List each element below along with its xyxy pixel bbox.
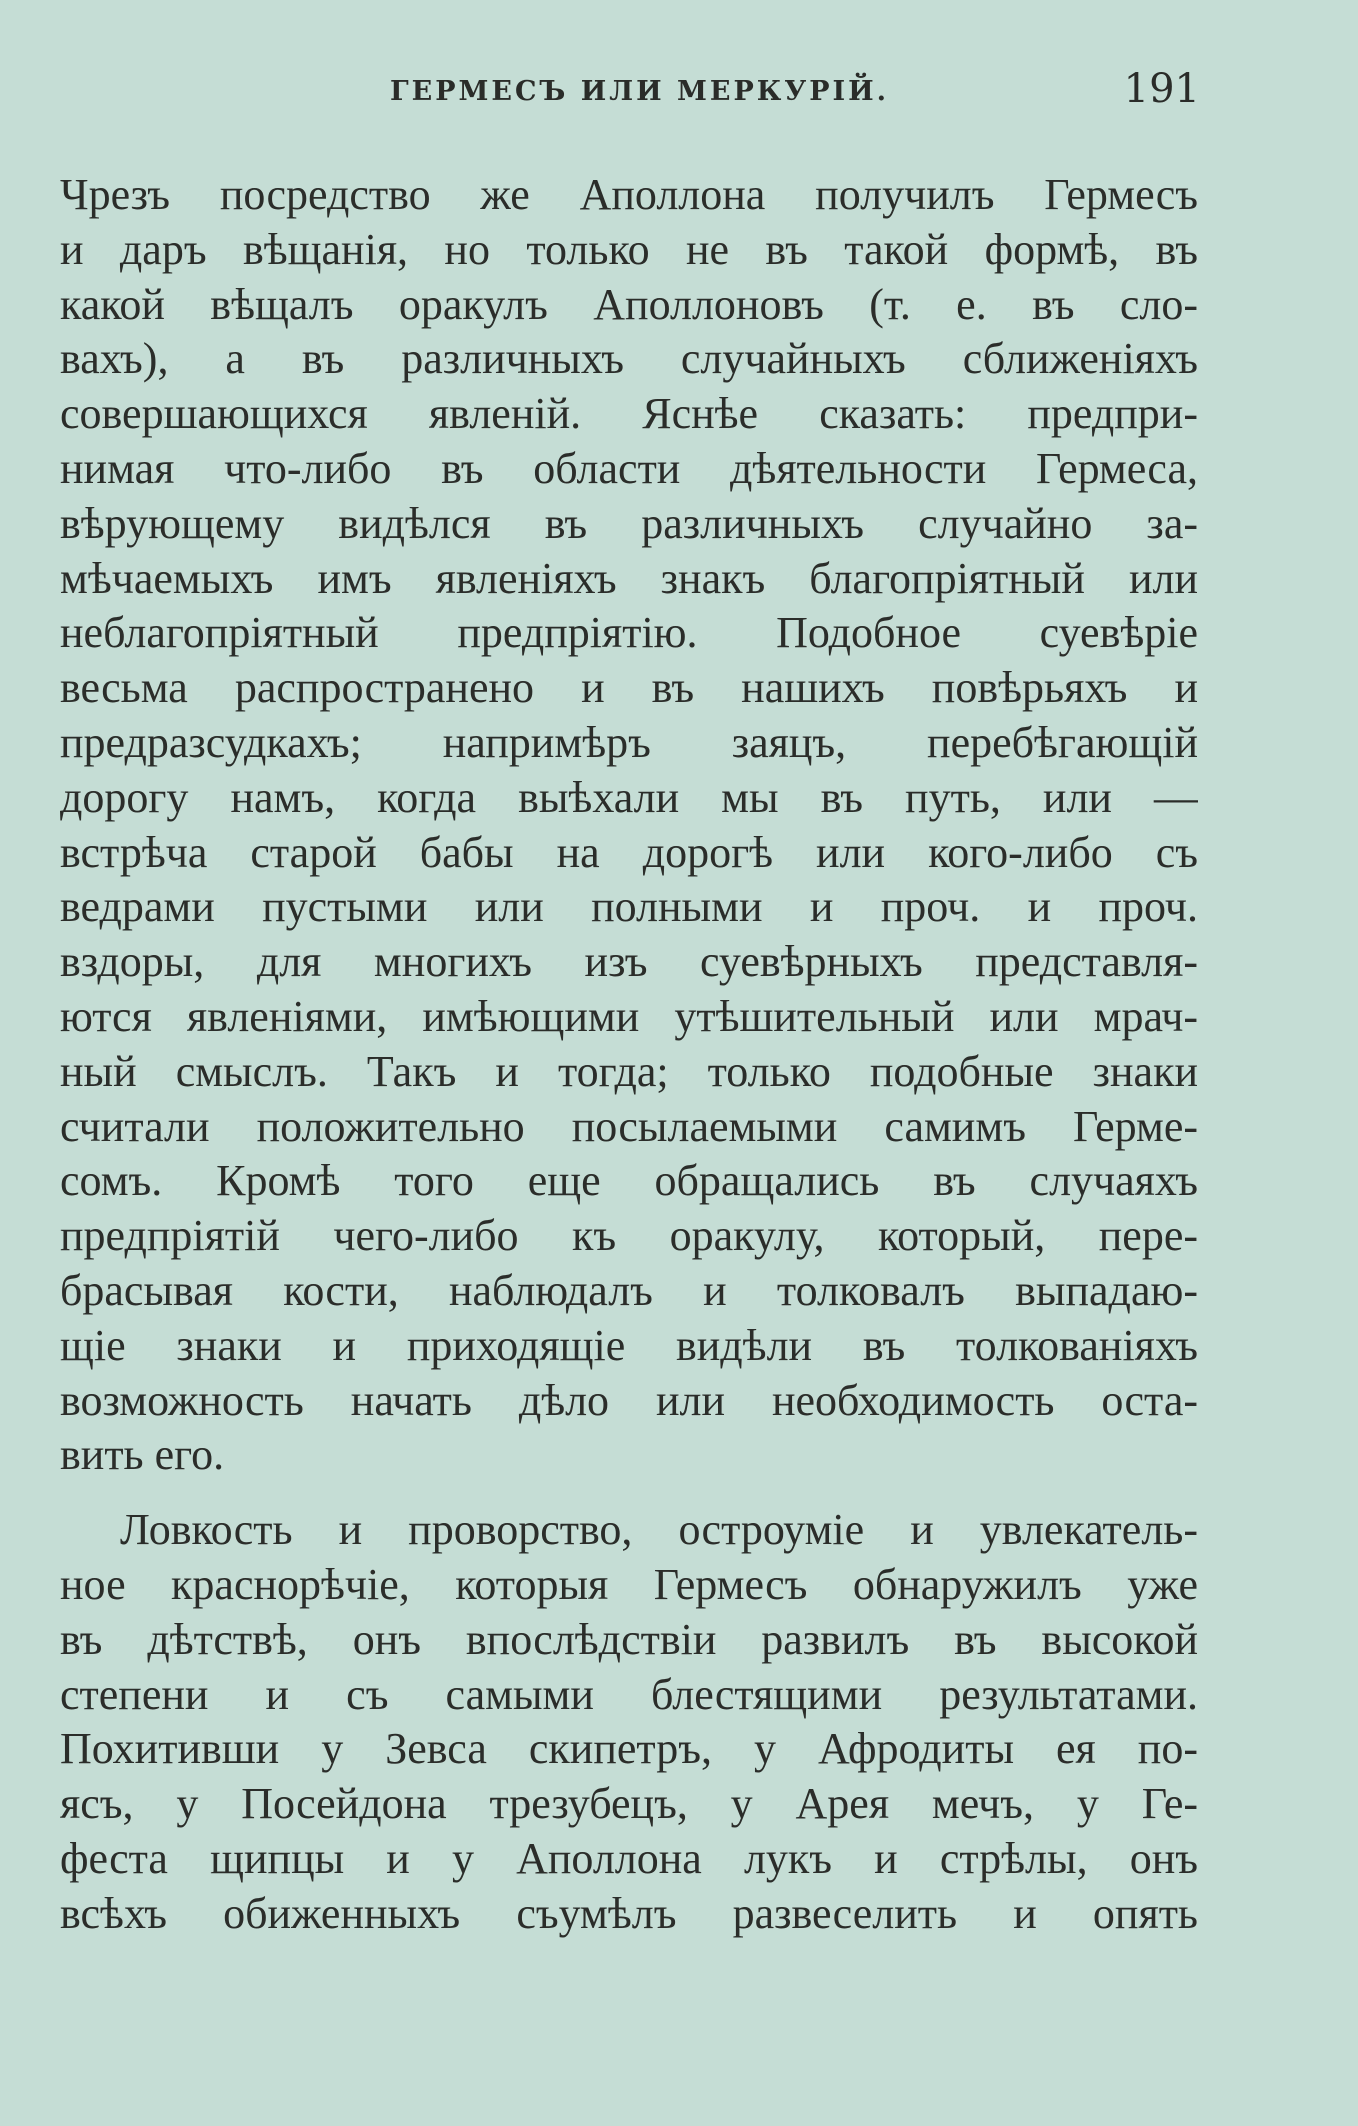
page-number: 191 <box>1123 66 1200 112</box>
text-line: какой вѣщалъ оракулъ Аполлоновъ (т. е. въ сло- <box>60 279 1198 329</box>
text-line: всѣхъ обиженныхъ съумѣлъ развеселить и опять <box>60 1888 1198 1938</box>
text-line: неблагопріятный предпріятію. Подобное суевѣріе <box>60 608 1198 658</box>
text-line: ное краснорѣчіе, которыя Гермесъ обнаружилъ уже <box>60 1559 1198 1609</box>
text-line: Похитивши у Зевса скипетръ, у Афродиты ея по- <box>60 1724 1198 1774</box>
text-line: мѣчаемыхъ имъ явленіяхъ знакъ благопріятный или <box>60 553 1198 603</box>
text-line: и даръ вѣщанія, но только не въ такой формѣ, въ <box>60 224 1198 274</box>
text-line: степени и съ самыми блестящими результатами. <box>60 1669 1198 1719</box>
text-line: ведрами пустыми или полными и проч. и проч. <box>60 882 1198 932</box>
text-line: ются явленіями, имѣющими утѣшительный или мрач- <box>60 991 1198 1041</box>
text-line: щіе знаки и приходящіе видѣли въ толкованіяхъ <box>60 1320 1198 1370</box>
body-text <box>60 168 1198 1942</box>
text-line: вздоры, для многихъ изъ суевѣрныхъ представля- <box>60 937 1198 987</box>
paragraph-gap <box>60 1483 1198 1503</box>
text-line: дорогу намъ, когда выѣхали мы въ путь, или — <box>60 772 1198 822</box>
text-line: возможность начать дѣло или необходимость оста- <box>60 1375 1198 1425</box>
text-line: феста щипцы и у Аполлона лукъ и стрѣлы, онъ <box>60 1833 1198 1883</box>
text-line: совершающихся явленій. Яснѣе сказать: предпри- <box>60 389 1198 439</box>
page-header <box>60 66 1200 122</box>
running-title: ГЕРМЕСЪ ИЛИ МЕРКУРІЙ. <box>390 76 890 107</box>
text-line: встрѣча старой бабы на дорогѣ или кого-либо съ <box>60 827 1198 877</box>
text-line: Чрезъ посредство же Аполлона получилъ Гермесъ <box>60 170 1198 219</box>
text-line: предпріятій чего-либо къ оракулу, который, пере- <box>60 1211 1198 1261</box>
paragraph <box>60 168 1198 1483</box>
text-line: вахъ), а въ различныхъ случайныхъ сближеніяхъ <box>60 334 1198 384</box>
text-line: ясъ, у Посейдона трезубецъ, у Арея мечъ, у Ге- <box>60 1779 1198 1829</box>
text-line: вѣрующему видѣлся въ различныхъ случайно за- <box>60 498 1198 548</box>
text-line: считали положительно посылаемыми самимъ Герме- <box>60 1101 1198 1151</box>
paragraphs <box>60 168 1198 1942</box>
text-line: брасывая кости, наблюдалъ и толковалъ выпадаю- <box>60 1265 1198 1315</box>
text-line: весьма распространено и въ нашихъ повѣрьяхъ и <box>60 663 1198 713</box>
text-line: Ловкость и проворство, остроуміе и увлекатель- <box>120 1505 1198 1555</box>
text-line: сомъ. Кромѣ того еще обращались въ случаяхъ <box>60 1156 1198 1206</box>
text-line: вить его. <box>60 1430 225 1480</box>
text-line: въ дѣтствѣ, онъ впослѣдствіи развилъ въ высокой <box>60 1614 1198 1664</box>
text-line: предразсудкахъ; напримѣръ заяцъ, перебѣгающій <box>60 717 1198 767</box>
text-line: ный смыслъ. Такъ и тогда; только подобные знаки <box>60 1046 1198 1096</box>
text-line: нимая что-либо въ области дѣятельности Гермеса, <box>60 443 1198 493</box>
paragraph <box>60 1503 1198 1941</box>
